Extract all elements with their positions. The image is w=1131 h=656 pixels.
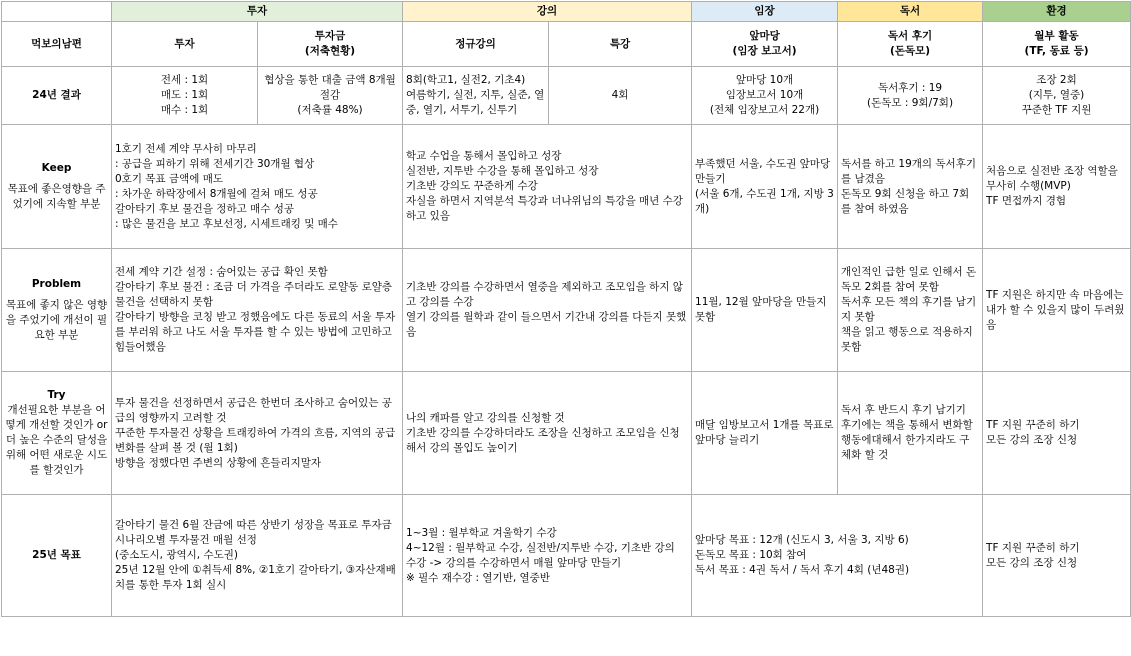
cell-result-apmadang: 앞마당 10개 임장보고서 10개 (전체 임장보고서 22개) <box>692 67 838 125</box>
header-invest: 투자 <box>112 22 258 67</box>
cell-result-regular: 8회(학고1, 실전2, 기초4) 여름학기, 실전, 지투, 실준, 열중, 열기, 서투기, 신투기 <box>403 67 549 125</box>
cell-try-lecture: 나의 캐파를 알고 강의를 신청할 것 기초반 강의를 수강하더라도 조장을 신청하고 조모임을 신청해서 강의 몰입도 높이기 <box>403 372 692 495</box>
row-problem <box>2 249 1131 372</box>
cell-problem-monthly: TF 지원은 하지만 속 마음에는 내가 할 수 있을지 많이 두려웠음 <box>983 249 1131 372</box>
retrospective-table <box>1 1 1131 617</box>
row-label-goal: 25년 목표 <box>2 495 112 617</box>
cell-problem-apmadang: 11월, 12월 앞마당을 만들지 못함 <box>692 249 838 372</box>
column-header-row <box>2 22 1131 67</box>
cell-problem-review: 개인적인 급한 일로 인해서 돈독모 2회를 참여 못함 독서후 모든 책의 후기를 남기지 못함 책을 읽고 행동으로 적용하지 못함 <box>838 249 983 372</box>
cell-try-apmadang: 매달 임방보고서 1개를 목표로 앞마당 늘리기 <box>692 372 838 495</box>
cell-try-review: 독서 후 반드시 후기 남기기 후기에는 책을 통해서 변화할 행동에대해서 한가지라도 구체화 할 것 <box>838 372 983 495</box>
row-label-result: 24년 결과 <box>2 67 112 125</box>
row-keep <box>2 125 1131 249</box>
try-title: Try <box>47 389 66 401</box>
cell-result-monthly: 조장 2회 (지투, 열중) 꾸준한 TF 지원 <box>983 67 1131 125</box>
group-read: 독서 <box>838 2 983 22</box>
row-24-result <box>2 67 1131 125</box>
header-book-review: 독서 후기 (돈독모) <box>838 22 983 67</box>
header-special-lecture: 특강 <box>549 22 692 67</box>
row-label-keep <box>2 125 112 249</box>
row-try <box>2 372 1131 495</box>
group-invest: 투자 <box>112 2 403 22</box>
header-category: 먹보의남편 <box>2 22 112 67</box>
cell-result-special: 4회 <box>549 67 692 125</box>
cell-keep-lecture: 학교 수업을 통해서 몰입하고 성장 실전반, 지투반 수강을 통해 몰입하고 성장 기초반 강의도 꾸준하게 수강 자실을 하면서 지역분석 특강과 너나위님의 특강을 매년 수강하고 있음 <box>403 125 692 249</box>
cell-problem-lecture: 기초반 강의를 수강하면서 열중을 제외하고 조모임을 하지 않고 강의를 수강 열기 강의를 월학과 같이 들으면서 기간내 강의를 다듣지 못했음 <box>403 249 692 372</box>
row-25-goal <box>2 495 1131 617</box>
cell-goal-lecture: 1~3월 : 월부학교 겨울학기 수강 4~12월 : 월부학교 수강, 실전반/지투반 수강, 기초반 강의 수강 -> 강의를 수강하면서 매월 앞마당 만들기 ※ 필수 재수강 : 열기반, 열중반 <box>403 495 692 617</box>
group-lecture: 강의 <box>403 2 692 22</box>
cell-keep-review: 독서를 하고 19개의 독서후기를 남겼음 돈독모 9회 신청을 하고 7회를 참여 하였음 <box>838 125 983 249</box>
problem-desc: 목표에 좋지 않은 영향을 주었기에 개선이 필요한 부분 <box>5 299 108 341</box>
group-env: 환경 <box>983 2 1131 22</box>
keep-title: Keep <box>41 162 72 174</box>
cell-keep-monthly: 처음으로 실전반 조장 역할을 무사히 수행(MVP) TF 면접까지 경험 <box>983 125 1131 249</box>
row-label-try <box>2 372 112 495</box>
cell-result-review: 독서후기 : 19 (돈독모 : 9회/7회) <box>838 67 983 125</box>
header-invest-amount: 투자금 (저축현황) <box>258 22 403 67</box>
group-lim: 임장 <box>692 2 838 22</box>
problem-title: Problem <box>31 278 82 290</box>
header-monthly-activity: 월부 활동 (TF, 동료 등) <box>983 22 1131 67</box>
keep-desc: 목표에 좋은영향을 주었기에 지속할 부분 <box>7 183 106 210</box>
cell-keep-apmadang: 부족했던 서울, 수도권 앞마당 만들기 (서울 6개, 수도권 1개, 지방 3개) <box>692 125 838 249</box>
group-empty <box>2 2 112 22</box>
cell-problem-invest: 전세 계약 기간 설정 : 숨어있는 공급 확인 못함 갈아타기 후보 물건 : 조금 더 가격을 주더라도 로얄동 로얄층 물건을 선택하지 못함 갈아타기 방향을 코칭 받고 정했음에도 다른 동료의 서울 투자를 부러워 하고 나도 서울 투자를 할 수 있는 방법에 고민하고 힘들어했음 <box>112 249 403 372</box>
header-regular-lecture: 정규강의 <box>403 22 549 67</box>
cell-result-invest: 전세 : 1회 매도 : 1회 매수 : 1회 <box>112 67 258 125</box>
cell-result-invest-amount: 협상을 통한 대출 금액 8개월 절감 (저축률 48%) <box>258 67 403 125</box>
try-desc: 개선필요한 부분을 어떻게 개선할 것인가 or 더 높은 수준의 달성을 위해 어떤 새로운 시도를 할것인가 <box>5 404 108 476</box>
cell-keep-invest: 1호기 전세 계약 무사히 마무리 : 공급을 피하기 위해 전세기간 30개월 협상 0호기 목표 금액에 매도 : 차가운 하락장에서 8개월에 걸쳐 매도 성공 갈아타기 후보 물건을 정하고 매수 성공 : 많은 물건을 보고 후보선정, 시세트래킹 및 매수 <box>112 125 403 249</box>
cell-try-invest: 투자 물건을 선정하면서 공급은 한번더 조사하고 숨어있는 공급의 영향까지 고려할 것 꾸준한 투자물건 상황을 트래킹하여 가격의 흐름, 지역의 공급 변화를 살펴 볼 것 (월 1회) 방향을 정했다면 주변의 상황에 흔들리지말자 <box>112 372 403 495</box>
cell-goal-monthly: TF 지원 꾸준히 하기 모든 강의 조장 신청 <box>983 495 1131 617</box>
cell-try-monthly: TF 지원 꾸준히 하기 모든 강의 조장 신청 <box>983 372 1131 495</box>
group-header-row <box>2 2 1131 22</box>
cell-goal-invest: 갈아타기 물건 6월 잔금에 따른 상반기 성장을 목표로 투자금 시나리오별 투자물건 매월 선정 (중소도시, 광역시, 수도권) 25년 12월 안에 ①취득세 8%, ②1호기 갈아타기, ③자산재배치를 통한 투자 1회 실시 <box>112 495 403 617</box>
cell-goal-lim-read: 앞마당 목표 : 12개 (신도시 3, 서울 3, 지방 6) 돈독모 목표 : 10회 참여 독서 목표 : 4권 독서 / 독서 후기 4회 (년48권) <box>692 495 983 617</box>
header-apmadang: 앞마당 (임장 보고서) <box>692 22 838 67</box>
row-label-problem <box>2 249 112 372</box>
